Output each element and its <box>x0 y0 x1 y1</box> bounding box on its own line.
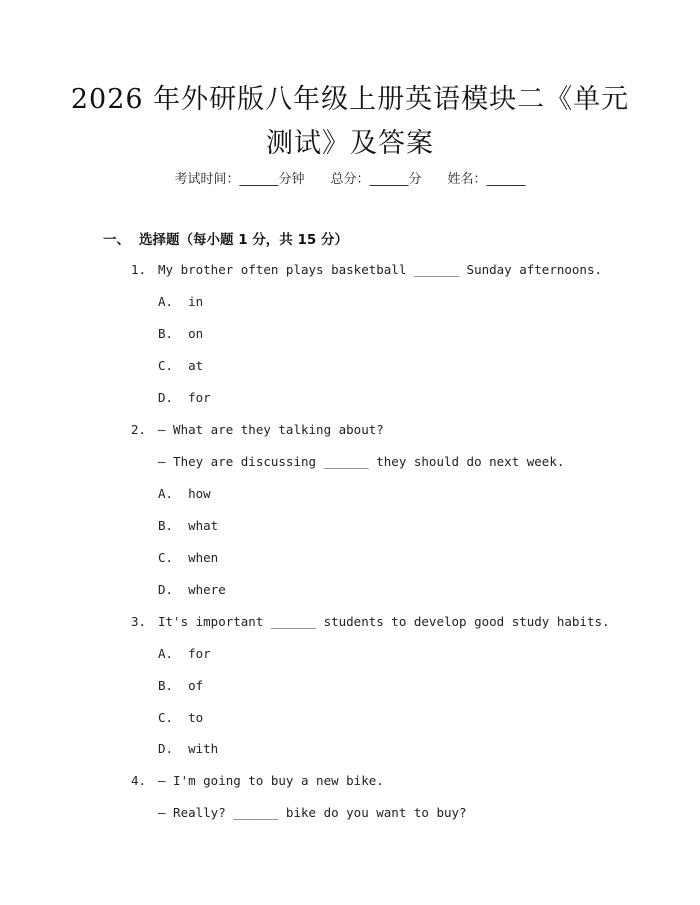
question-stem: It's important ______ students to develop good study habits. <box>158 614 610 629</box>
student-name-field: 姓名：______ <box>447 172 526 187</box>
total-score-field: 总分：______分 <box>330 172 422 187</box>
answer-option: B. on <box>158 326 204 341</box>
answer-option: C. to <box>158 710 204 725</box>
document-title <box>60 78 640 166</box>
section-number: 一、 <box>103 232 130 248</box>
title-line-2: 测试》及答案 <box>266 128 434 159</box>
answer-option: A. in <box>158 294 204 309</box>
answer-option: C. at <box>158 358 204 373</box>
exam-time-field: 考试时间：______分钟 <box>174 172 305 187</box>
question-number: 1. <box>131 262 147 277</box>
question-number: 2. <box>131 422 147 437</box>
answer-option: D. where <box>158 582 226 597</box>
question-stem: — They are discussing ______ they should do next week. <box>158 454 565 469</box>
title-line-1: 2026 年外研版八年级上册英语模块二《单元 <box>70 84 630 115</box>
answer-option: A. for <box>158 646 211 661</box>
section-heading <box>103 228 348 248</box>
answer-option: B. of <box>158 678 204 693</box>
section-title: 选择题（每小题 1 分，共 15 分） <box>139 232 348 248</box>
answer-option: D. with <box>158 741 219 756</box>
answer-option: D. for <box>158 390 211 405</box>
exam-info-row <box>60 168 640 187</box>
question-stem: — I'm going to buy a new bike. <box>158 773 384 788</box>
question-stem: My brother often plays basketball ______ Sunday afternoons. <box>158 262 603 277</box>
answer-option: B. what <box>158 518 219 533</box>
question-stem: — What are they talking about? <box>158 422 384 437</box>
question-number: 3. <box>131 614 147 629</box>
answer-option: A. how <box>158 486 211 501</box>
question-stem: — Really? ______ bike do you want to buy? <box>158 805 467 820</box>
question-number: 4. <box>131 773 147 788</box>
answer-option: C. when <box>158 550 219 565</box>
